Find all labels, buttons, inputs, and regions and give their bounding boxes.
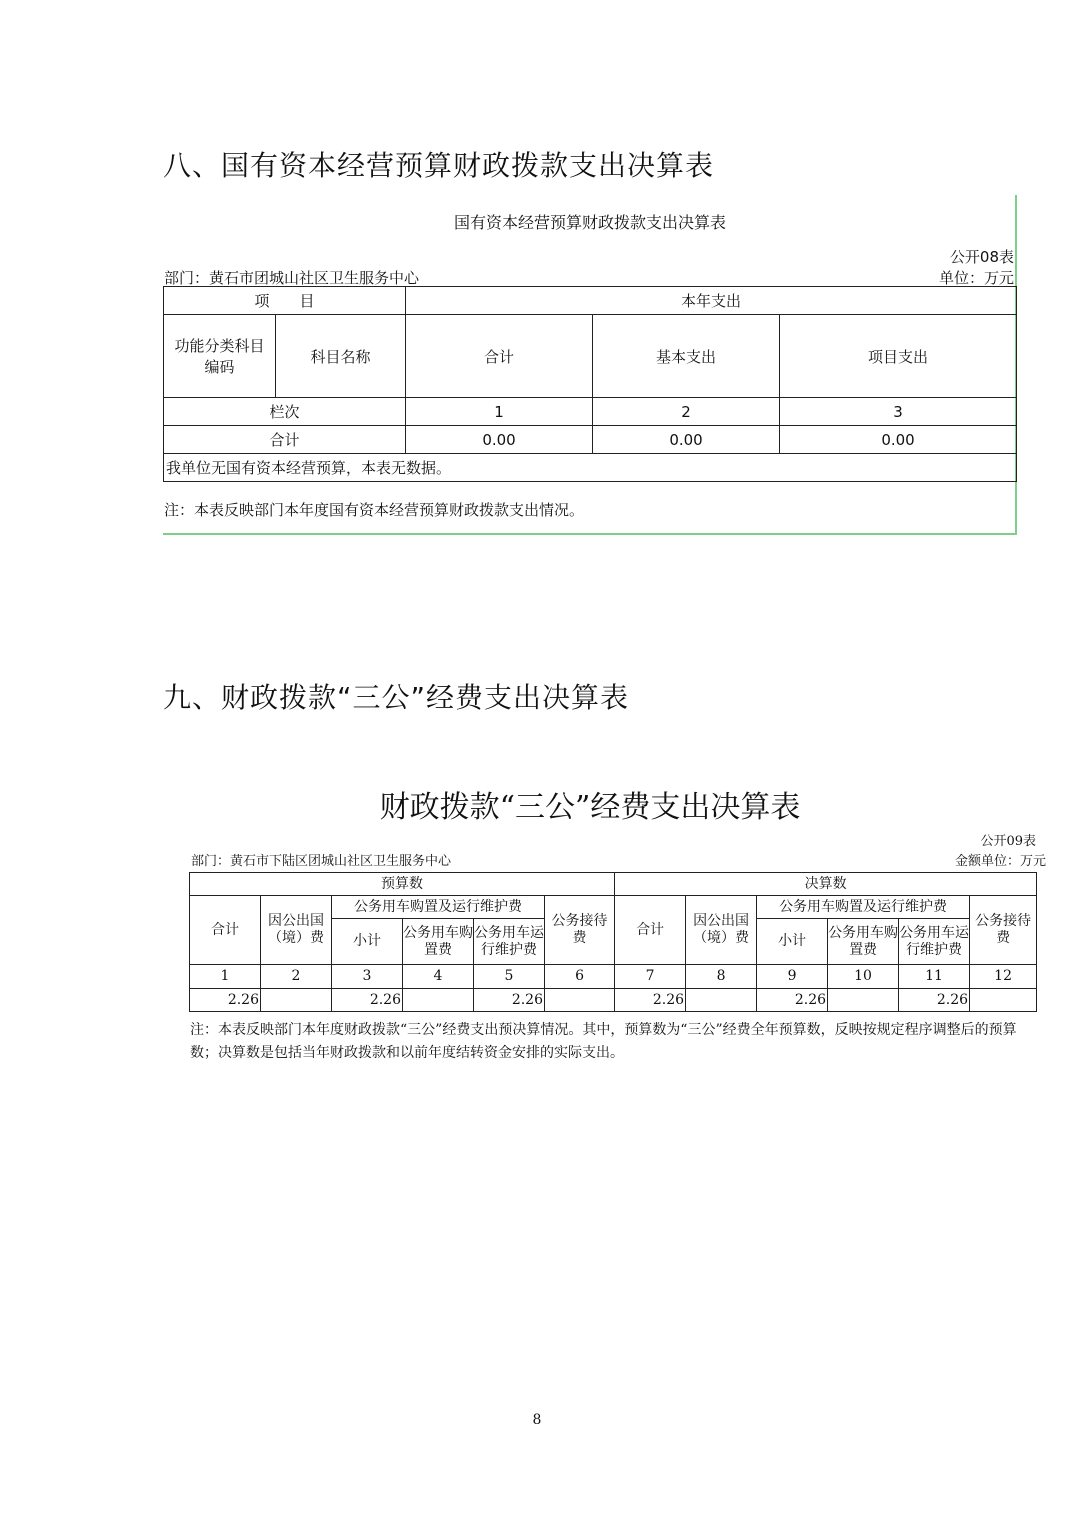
th-budget-subtotal: 小计 bbox=[332, 919, 403, 965]
table-row bbox=[164, 454, 1017, 482]
th-final-vehicle-run: 公务用车运行维护费 bbox=[899, 919, 970, 965]
col-number: 3 bbox=[332, 965, 403, 989]
col-row-c1: 1 bbox=[406, 398, 593, 426]
total-row-label: 合计 bbox=[164, 426, 406, 454]
value-cell bbox=[545, 989, 615, 1012]
th-item: 项 目 bbox=[164, 287, 406, 315]
value-cell bbox=[403, 989, 474, 1012]
col-row-label: 栏次 bbox=[164, 398, 406, 426]
table09-dept: 部门：黄石市下陆区团城山社区卫生服务中心 bbox=[191, 854, 452, 869]
table08-form-no: 公开08表 bbox=[949, 248, 1014, 266]
value-cell: 2.26 bbox=[474, 989, 545, 1012]
section9-heading: 九、财政拨款“三公”经费支出决算表 bbox=[163, 681, 630, 714]
th-final-total: 合计 bbox=[615, 896, 686, 965]
th-final-vehicle: 公务用车购置及运行维护费 bbox=[757, 896, 970, 919]
col-number: 10 bbox=[828, 965, 899, 989]
col-number: 6 bbox=[545, 965, 615, 989]
col-number: 11 bbox=[899, 965, 970, 989]
table-row bbox=[190, 989, 1037, 1012]
value-cell: 2.26 bbox=[899, 989, 970, 1012]
table09-form-no: 公开09表 bbox=[980, 834, 1036, 849]
no-data-text: 我单位无国有资本经营预算，本表无数据。 bbox=[164, 454, 1017, 482]
page-number: 8 bbox=[532, 1412, 542, 1428]
col-row-c3: 3 bbox=[780, 398, 1017, 426]
table-row bbox=[164, 398, 1017, 426]
value-cell bbox=[261, 989, 332, 1012]
table09 bbox=[189, 872, 1037, 1012]
th-basic: 基本支出 bbox=[593, 315, 780, 398]
col-number: 7 bbox=[615, 965, 686, 989]
total-row-c3: 0.00 bbox=[780, 426, 1017, 454]
th-final: 决算数 bbox=[615, 873, 1037, 896]
col-number: 8 bbox=[686, 965, 757, 989]
table-row bbox=[190, 965, 1037, 989]
th-name: 科目名称 bbox=[276, 315, 406, 398]
col-row-c2: 2 bbox=[593, 398, 780, 426]
col-number: 12 bbox=[970, 965, 1037, 989]
th-project: 项目支出 bbox=[780, 315, 1017, 398]
table08-note: 注：本表反映部门本年度国有资本经营预算财政拨款支出情况。 bbox=[164, 501, 585, 519]
value-cell: 2.26 bbox=[332, 989, 403, 1012]
section8-heading: 八、国有资本经营预算财政拨款支出决算表 bbox=[163, 149, 715, 182]
th-budget: 预算数 bbox=[190, 873, 615, 896]
col-number: 1 bbox=[190, 965, 261, 989]
total-row-c2: 0.00 bbox=[593, 426, 780, 454]
th-code: 功能分类科目编码 bbox=[164, 315, 276, 398]
th-final-reception: 公务接待费 bbox=[970, 896, 1037, 965]
th-final-vehicle-buy: 公务用车购置费 bbox=[828, 919, 899, 965]
value-cell: 2.26 bbox=[190, 989, 261, 1012]
value-cell bbox=[686, 989, 757, 1012]
value-cell bbox=[828, 989, 899, 1012]
th-budget-vehicle-buy: 公务用车购置费 bbox=[403, 919, 474, 965]
table09-unit: 金额单位：万元 bbox=[954, 854, 1046, 869]
table08-title: 国有资本经营预算财政拨款支出决算表 bbox=[453, 213, 726, 232]
th-current-year: 本年支出 bbox=[406, 287, 1017, 315]
col-number: 2 bbox=[261, 965, 332, 989]
total-row-c1: 0.00 bbox=[406, 426, 593, 454]
th-final-abroad: 因公出国（境）费 bbox=[686, 896, 757, 965]
value-cell: 2.26 bbox=[757, 989, 828, 1012]
th-budget-reception: 公务接待费 bbox=[545, 896, 615, 965]
table-row bbox=[164, 426, 1017, 454]
th-budget-total: 合计 bbox=[190, 896, 261, 965]
table08 bbox=[163, 286, 1017, 482]
value-cell: 2.26 bbox=[615, 989, 686, 1012]
th-final-subtotal: 小计 bbox=[757, 919, 828, 965]
th-total: 合计 bbox=[406, 315, 593, 398]
table08-dept: 部门：黄石市团城山社区卫生服务中心 bbox=[164, 269, 420, 287]
col-number: 9 bbox=[757, 965, 828, 989]
table09-title: 财政拨款“三公”经费支出决算表 bbox=[379, 790, 801, 825]
th-budget-abroad: 因公出国（境）费 bbox=[261, 896, 332, 965]
table08-unit: 单位：万元 bbox=[938, 269, 1014, 287]
col-number: 5 bbox=[474, 965, 545, 989]
value-cell bbox=[970, 989, 1037, 1012]
table09-note: 注：本表反映部门本年度财政拨款“三公”经费支出预决算情况。其中，预算数为“三公”经费全年预算数，反映按规定程序调整后的预算数；决算数是包括当年财政拨款和以前年度结转资金安排的实际支出。 bbox=[190, 1022, 1017, 1061]
th-budget-vehicle: 公务用车购置及运行维护费 bbox=[332, 896, 545, 919]
th-budget-vehicle-run: 公务用车运行维护费 bbox=[474, 919, 545, 965]
col-number: 4 bbox=[403, 965, 474, 989]
